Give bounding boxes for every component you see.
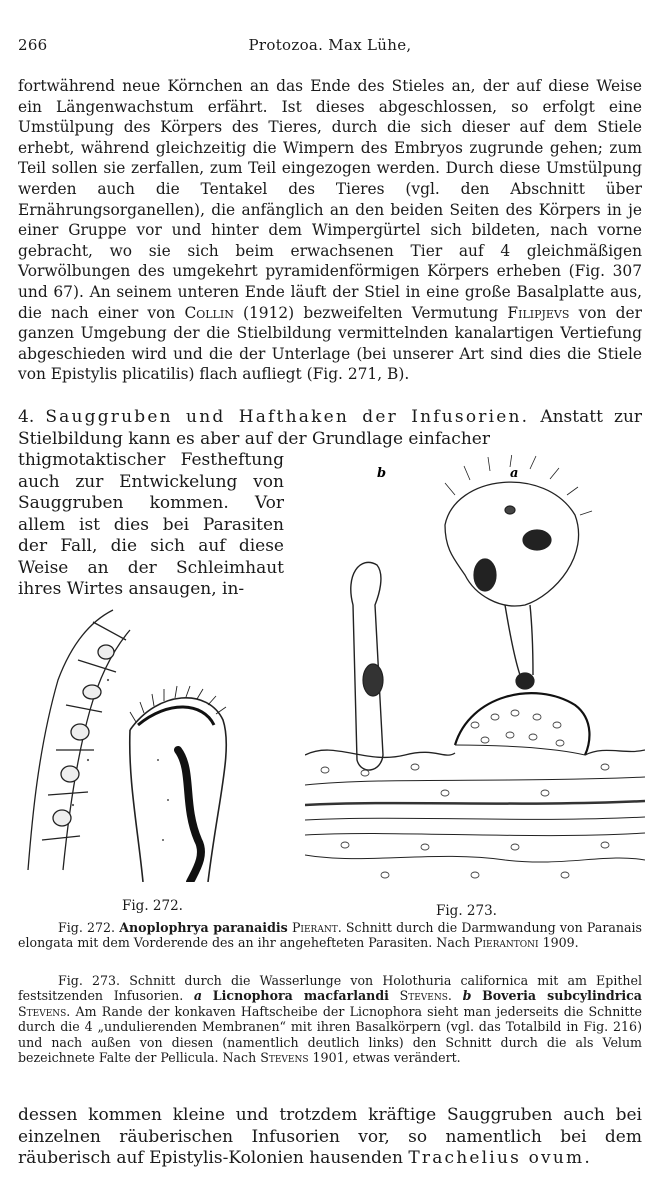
caption-text: Schnitt durch die Wasserlunge von Holothuria californica mit am Epithel festsitzenden Infusorien. [18,973,642,1004]
running-title: Protozoa. Max Lühe, [248,36,412,54]
final-paragraph [18,1105,642,1170]
caption-text: Am Rande der konkaven Haftscheibe der Licnophora sieht man jederseits die Schnitte durch die 4 „undulierenden Membranen“ mit ihren Basalkörpern (vgl. das Totalbild in Fig. 216) und nach außen von diesen (namentlich deutlich links) den Schnitt durch die als Velum bezeichnete Falte der Pellicula. Nach [18,1003,642,1066]
paragraph-text: (1912) bezweifelten Vermutung [243,303,499,322]
figure-273-label: Fig. 273. [436,903,497,919]
caption-text: Schnitt durch die Darmwandung von Paranais elongata mit dem Vorderende des an ihr angehefteten Parasiten. Nach [18,920,642,951]
figure-273-illustration [305,455,645,885]
caption-source: Stevens [260,1050,309,1066]
figure-letter-a: a [510,466,519,481]
caption-figure-272 [18,920,642,951]
figure-letter-b: b [377,466,387,481]
page-header [18,36,642,56]
caption-author-a: Stevens. [399,988,452,1004]
caption-text: 1901, etwas verändert. [312,1050,461,1066]
caption-figure-273 [18,973,642,1065]
body-paragraph-1 [18,76,642,385]
caption-prefix: Fig. 273. [58,973,121,988]
caption-year: 1909. [542,935,579,951]
caption-prefix: Fig. 272. [58,920,116,935]
caption-author-b: Stevens. [18,1003,71,1019]
paragraph-text: von der ganzen Umgebung der die Stielbildung vermittelnden kanalartigen Vertiefung abgeschieden wird und die der Unterlage (bei unserer Art sind dies die Stiele von Epistylis plicatilis) flach aufliegt (Fig. 271, B). [18,303,642,384]
paragraph-text: dessen kommen kleine und trotzdem kräftige Sauggruben auch bei einzelnen räuberischen Infusorien vor, so namentlich bei dem räuberisch auf Epistylis-Kolonien hausenden [18,1105,642,1168]
caption-letter-a: a [193,988,203,1004]
species-trachelius: Trachelius ovum. [408,1148,592,1168]
figure-272-illustration [18,600,310,882]
species-name-b: Boveria subcylindrica [482,988,642,1004]
author-collin: Collin [184,303,234,322]
caption-source: Pierantoni [474,935,539,951]
caption-author: Pierant. [291,920,342,935]
author-filipjev: Filipjevs [507,303,570,322]
species-name: Anoplophrya paranaidis [119,920,288,935]
section-number: 4. [18,407,35,427]
section-text: Anstatt zur Stielbildung kann es aber auf der Grundlage einfacher [18,407,643,449]
page-number: 266 [18,36,48,54]
figure-272-label: Fig. 272. [122,898,183,914]
section-4-intro [18,407,642,450]
caption-letter-b: b [462,988,472,1004]
section-4-wrapped-text: thigmotaktischer Festheftung auch zur Entwickelung von Sauggruben kommen. Vor allem ist dies bei Parasiten der Fall, die sich auf diese Weise an der Schleimhaut ihres Wirtes ansaugen, in- [18,450,284,599]
species-name-a: Licnophora macfarlandi [212,988,389,1004]
section-heading: Sauggruben und Hafthaken der Infusorien. [45,407,530,427]
paragraph-text: fortwährend neue Körnchen an das Ende des Stieles an, der auf diese Weise ein Längenwachstum erfährt. Ist dieses abgeschlossen, so erfolgt eine Umstülpung des Körpers des Tieres, durch die sich dieser auf dem Stiele erhebt, während gleichzeitig die Wimpern des Embryos zugrunde gehen; zum Teil sollen sie zerfallen, zum Teil eingezogen werden. Durch diese Umstülpung werden auch die Tentakel des Tieres (vgl. den Abschnitt über Ernährungsorganellen), die anfänglich an den beiden Seiten des Körpers in je einer Gruppe vor und hinter dem Wimpergürtel sich bildeten, nach vorne gebracht, wo sie sich beim erwachsenen Tier auf 4 gleichmäßigen Vorwölbungen des umgekehrt pyramidenförmigen Körpers erheben (Fig. 307 und 67). An seinem unteren Ende läuft der Stiel in eine große Basalplatte aus, die nach einer von [18,77,642,322]
